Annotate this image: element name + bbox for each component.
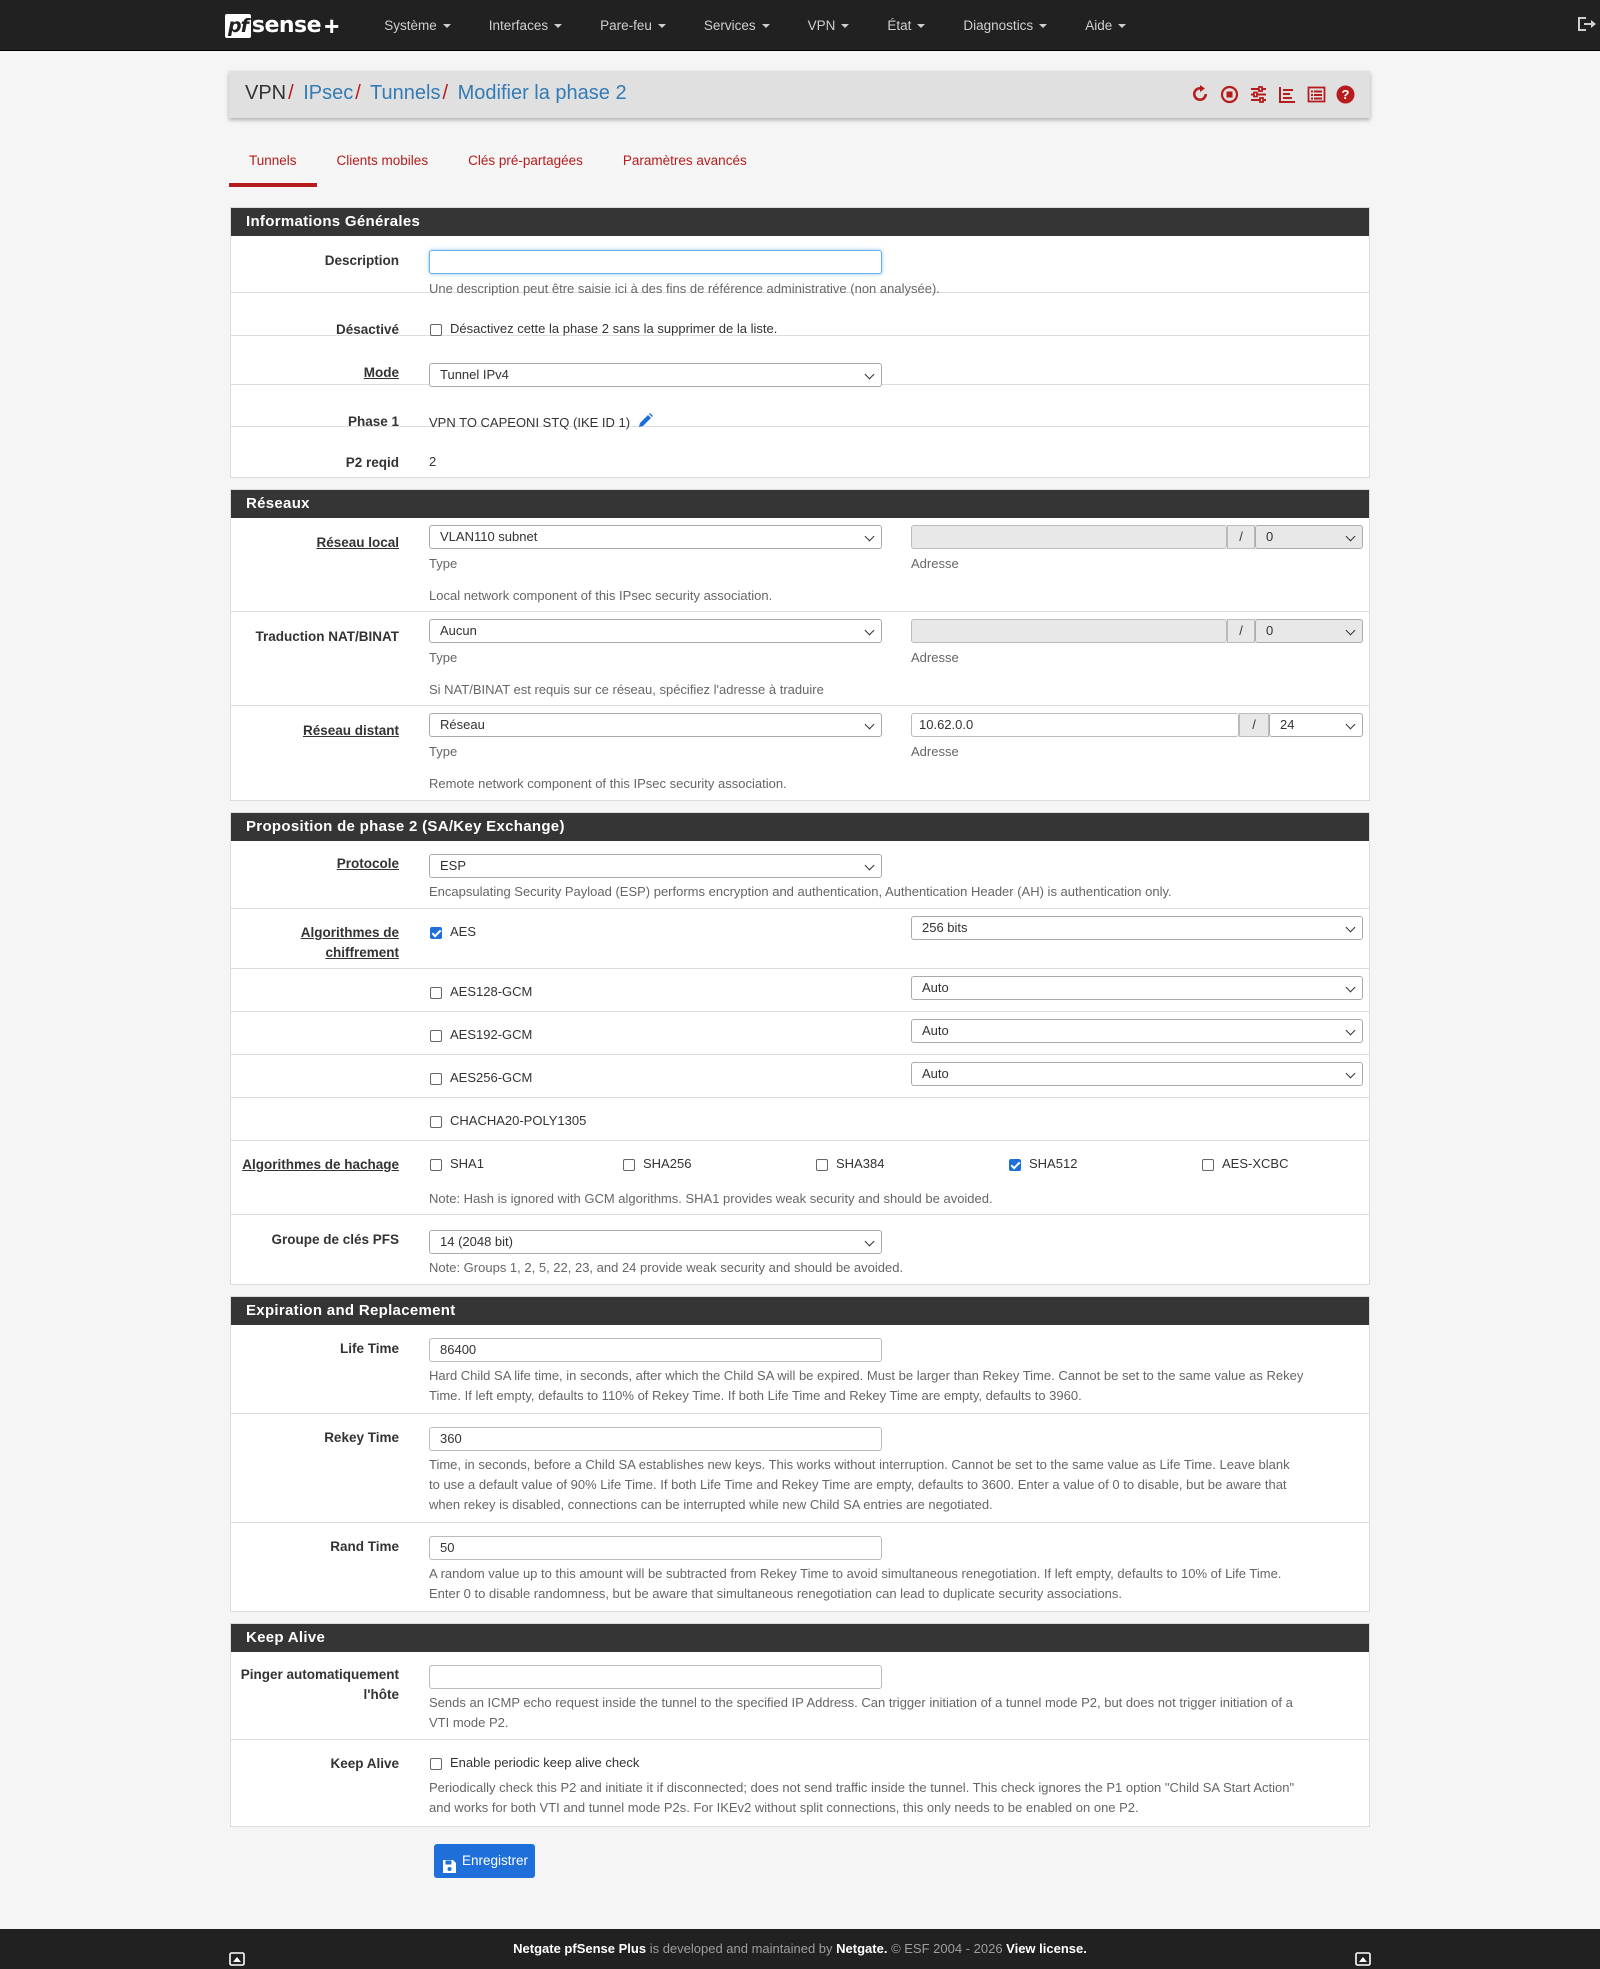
sha384-checkbox[interactable] [816, 1159, 828, 1171]
ping-host-help-2: VTI mode P2. [429, 1715, 509, 1730]
menu-systeme[interactable] [365, 0, 470, 51]
local-address-caption: Adresse [911, 556, 959, 571]
restart-service-icon[interactable] [1190, 84, 1211, 105]
footer-license-link[interactable]: View license. [1006, 1941, 1087, 1956]
life-time-label: Life Time [339, 1341, 399, 1356]
aes192gcm-checkbox[interactable] [430, 1030, 442, 1042]
stop-service-icon[interactable] [1219, 84, 1240, 105]
description-help: Une description peut être saisie ici à des fins de référence administrative (non analysée). [429, 281, 940, 296]
pencil-icon[interactable] [637, 412, 654, 435]
panel-general [230, 207, 1370, 478]
sha256-label: SHA256 [643, 1156, 692, 1171]
logo-sense: sense [251, 13, 322, 38]
reqid-value: 2 [429, 454, 437, 469]
aes192gcm-label: AES192-GCM [450, 1027, 533, 1042]
tab-tunnels[interactable]: Tunnels [229, 138, 317, 187]
life-time-help-2: Time. If left empty, defaults to 110% of Rekey Time. If both Life Time and Rekey Time are empty, defaults to 3960. [429, 1388, 1082, 1403]
breadcrumb-ipsec[interactable]: IPsec [303, 82, 354, 104]
reqid-label: P2 reqid [345, 455, 399, 470]
footer [0, 1929, 1600, 1969]
aes192gcm-keylen-select[interactable]: Auto [911, 1019, 1363, 1043]
chacha20-checkbox[interactable] [430, 1116, 442, 1128]
menu-label: État [887, 18, 912, 33]
caret-down-icon [1118, 24, 1126, 28]
remote-slash: / [1239, 713, 1269, 737]
row-phase1 [231, 385, 1369, 427]
aes-checkbox[interactable] [430, 927, 442, 939]
remote-address-caption: Adresse [911, 744, 959, 759]
mode-label: Mode [363, 365, 399, 380]
local-mask-select[interactable]: 0 [1255, 525, 1363, 549]
svg-text:?: ? [1341, 87, 1350, 102]
aes-xcbc-checkbox[interactable] [1202, 1159, 1214, 1171]
tab-parametres-avances[interactable]: Paramètres avancés [622, 153, 747, 168]
menu-label: Diagnostics [963, 18, 1034, 33]
pfs-label: Groupe de clés PFS [271, 1232, 399, 1247]
nat-slash: / [1227, 619, 1255, 643]
floppy-disk-icon [442, 1853, 457, 1868]
nat-mask-select[interactable]: 0 [1255, 619, 1363, 643]
phase1-value [429, 412, 654, 435]
menu-pare-feu[interactable] [581, 0, 685, 51]
breadcrumb-vpn: VPN [245, 82, 287, 104]
caret-down-icon [658, 24, 666, 28]
menu-vpn[interactable] [789, 0, 869, 51]
divider [231, 1214, 1369, 1215]
breadcrumb-separator: / [355, 82, 361, 104]
divider [231, 1011, 1369, 1012]
aes128gcm-checkbox[interactable] [430, 987, 442, 999]
sha256-checkbox[interactable] [623, 1159, 635, 1171]
aes256gcm-checkbox[interactable] [430, 1073, 442, 1085]
menu-etat[interactable] [868, 0, 944, 51]
nat-type-caption: Type [429, 650, 458, 665]
local-address-input[interactable] [911, 525, 1227, 549]
sha384-label: SHA384 [836, 1156, 885, 1171]
divider [231, 908, 1369, 909]
aes-keylen-select[interactable]: 256 bits [911, 916, 1363, 940]
keepalive-label: Keep Alive [330, 1756, 399, 1771]
disabled-label: Désactivé [335, 322, 399, 337]
breadcrumb-separator: / [442, 82, 449, 104]
remote-network-label: Réseau distant [302, 723, 399, 738]
caret-down-icon [1039, 24, 1047, 28]
menu-aide[interactable] [1066, 0, 1145, 51]
protocol-label: Protocole [336, 856, 399, 871]
rekey-time-help-1: Time, in seconds, before a Child SA establishes new keys. This works without interruption. Cannot be set to the same value as Life Time. Leave blank [429, 1457, 1290, 1472]
phase1-text: VPN TO CAPEONI STQ (IKE ID 1) [429, 414, 631, 430]
help-icon[interactable] [1335, 84, 1356, 105]
rekey-time-input[interactable]: 360 [429, 1427, 882, 1451]
rand-time-help-1: A random value up to this amount will be subtracted from Rekey Time to avoid simultaneous renegotiation. If left empty, defaults to 10% of Life Time. [429, 1566, 1282, 1581]
scroll-top-icon[interactable] [229, 1942, 245, 1956]
footer-copyright: © ESF 2004 - 2026 [887, 1941, 1007, 1956]
hash-label: Algorithmes de hachage [242, 1157, 399, 1172]
keepalive-checkbox[interactable] [430, 1758, 442, 1770]
divider [231, 1739, 1369, 1740]
breadcrumb [229, 71, 1370, 118]
menu-label: VPN [807, 18, 836, 33]
status-chart-icon[interactable] [1277, 84, 1298, 105]
save-label: Enregistrer [462, 1853, 529, 1868]
panel-title: Réseaux [231, 490, 1369, 518]
divider [231, 968, 1369, 969]
remote-address-input[interactable]: 10.62.0.0 [911, 713, 1239, 737]
nat-label: Traduction NAT/BINAT [255, 629, 399, 644]
description-label: Description [324, 253, 399, 268]
save-button[interactable] [434, 1844, 535, 1878]
logout-icon[interactable] [1575, 13, 1597, 35]
keepalive-help-2: and works for both VTI and tunnel mode P2s. For IKEv2 without split connections, this only needs to be enabled on one P2. [429, 1800, 1139, 1815]
rand-time-input[interactable]: 50 [429, 1536, 882, 1560]
rand-time-label: Rand Time [330, 1539, 399, 1554]
keepalive-help-1: Periodically check this P2 and initiate it if disconnected; does not send traffic inside the tunnel. This check ignores the P1 option "Child SA Start Action" [429, 1780, 1295, 1795]
remote-type-caption: Type [429, 744, 458, 759]
encryption-label-2: chiffrement [325, 945, 399, 960]
menu-label: Interfaces [488, 18, 549, 33]
disabled-text: Désactivez cette la phase 2 sans la supprimer de la liste. [450, 321, 778, 336]
aes256gcm-keylen-select[interactable]: Auto [911, 1062, 1363, 1086]
menu-services[interactable] [685, 0, 789, 51]
divider [231, 1097, 1369, 1098]
tab-bar [229, 138, 767, 187]
sha512-label: SHA512 [1029, 1156, 1078, 1171]
divider [231, 1413, 1369, 1414]
logs-icon[interactable] [1306, 84, 1327, 105]
aes128gcm-label: AES128-GCM [450, 984, 533, 999]
local-network-label: Réseau local [316, 535, 399, 550]
pfs-select[interactable]: 14 (2048 bit) [429, 1230, 882, 1254]
local-network-help: Local network component of this IPsec security association. [429, 588, 773, 603]
nat-help: Si NAT/BINAT est requis sur ce réseau, spécifiez l'adresse à traduire [429, 682, 824, 697]
rekey-time-help-3: when rekey is disabled, connections can be interrupted while new Child SA entries are negotiated. [429, 1497, 993, 1512]
panel-title: Expiration and Replacement [231, 1297, 1369, 1325]
life-time-help-1: Hard Child SA life time, in seconds, after which the Child SA will be expired. Must be larger than Rekey Time. Cannot be set to the same value as Rekey [429, 1368, 1304, 1383]
aes-xcbc-label: AES-XCBC [1222, 1156, 1289, 1171]
menu-label: Système [384, 18, 437, 33]
breadcrumb-current[interactable]: Modifier la phase 2 [457, 82, 627, 104]
aes-label: AES [450, 924, 477, 939]
footer-netgate-link[interactable]: Netgate. [836, 1941, 888, 1956]
local-type-select[interactable]: VLAN110 subnet [429, 525, 882, 549]
remote-network-help: Remote network component of this IPsec security association. [429, 776, 787, 791]
nat-address-input[interactable] [911, 619, 1227, 643]
footer-mid: is developed and maintained by [646, 1941, 837, 1956]
panel-title: Informations Générales [231, 208, 1369, 236]
menu-interfaces[interactable] [470, 0, 581, 51]
caret-down-icon [762, 24, 770, 28]
local-type-caption: Type [429, 556, 458, 571]
phase1-label: Phase 1 [347, 414, 399, 429]
scroll-top-icon[interactable] [1355, 1942, 1371, 1956]
sliders-icon[interactable] [1248, 84, 1269, 105]
ping-host-label-1: Pinger automatiquement [240, 1667, 399, 1682]
sha512-checkbox[interactable] [1009, 1159, 1021, 1171]
protocol-help: Encapsulating Security Payload (ESP) performs encryption and authentication, Authentication Header (AH) is authentication only. [429, 884, 1172, 899]
row-reqid [231, 427, 1369, 468]
ping-host-help-1: Sends an ICMP echo request inside the tunnel to the specified IP Address. Can trigger initiation of a tunnel mode P2, but does not trigger initiation of a [429, 1695, 1293, 1710]
caret-down-icon [443, 24, 451, 28]
top-navbar [0, 0, 1600, 51]
caret-down-icon [554, 24, 562, 28]
breadcrumb-tunnels[interactable]: Tunnels [370, 82, 441, 104]
chacha20-label: CHACHA20-POLY1305 [450, 1113, 587, 1128]
row-disabled [231, 293, 1369, 336]
menu-diagnostics[interactable] [944, 0, 1066, 51]
remote-type-select[interactable]: Réseau [429, 713, 882, 737]
keepalive-text: Enable periodic keep alive check [450, 1755, 640, 1770]
aes256gcm-label: AES256-GCM [450, 1070, 533, 1085]
footer-brand: Netgate pfSense Plus [513, 1941, 647, 1956]
nat-address-caption: Adresse [911, 650, 959, 665]
caret-down-icon [917, 24, 925, 28]
life-time-input[interactable]: 86400 [429, 1338, 882, 1362]
logo-plus: + [324, 10, 340, 41]
encryption-label-1: Algorithmes de [300, 925, 399, 940]
breadcrumb-separator: / [288, 82, 294, 104]
aes128gcm-keylen-select[interactable]: Auto [911, 976, 1363, 1000]
divider [231, 1054, 1369, 1055]
sha1-checkbox[interactable] [430, 1159, 442, 1171]
menu-label: Services [703, 18, 756, 33]
protocol-select[interactable]: ESP [429, 854, 882, 878]
logo-pf: pf [225, 14, 251, 38]
panel-title: Proposition de phase 2 (SA/Key Exchange) [231, 813, 1369, 841]
nat-type-select[interactable]: Aucun [429, 619, 882, 643]
remote-mask-select[interactable]: 24 [1269, 713, 1363, 737]
menu-label: Pare-feu [600, 18, 652, 33]
rand-time-help-2: Enter 0 to disable randomness, but be aware that simultaneous renegotiation can lead to duplicate security associations. [429, 1586, 1123, 1601]
rekey-time-label: Rekey Time [324, 1430, 399, 1445]
ping-host-label-2: l'hôte [363, 1687, 399, 1702]
rekey-time-help-2: to use a default value of 90% Life Time. If both Life Time and Rekey Time are empty, defaults to 3600. Enter a value of 0 to disable, but be aware that [429, 1477, 1287, 1492]
pfsense-logo[interactable] [225, 10, 340, 41]
caret-down-icon [841, 24, 849, 28]
divider [231, 1522, 1369, 1523]
tab-clients-mobiles[interactable]: Clients mobiles [336, 153, 429, 168]
tab-cles-pre-partagees[interactable]: Clés pré-partagées [468, 153, 583, 168]
local-slash: / [1227, 525, 1255, 549]
panel-title: Keep Alive [231, 1624, 1369, 1652]
sha1-label: SHA1 [450, 1156, 484, 1171]
description-input[interactable] [429, 250, 882, 274]
ping-host-input[interactable] [429, 1665, 882, 1689]
mode-select[interactable]: Tunnel IPv4 [429, 363, 882, 387]
disabled-checkbox[interactable] [430, 324, 442, 336]
hash-help: Note: Hash is ignored with GCM algorithms. SHA1 provides weak security and should be avoided. [429, 1191, 993, 1206]
menu-label: Aide [1085, 18, 1113, 33]
pfs-help: Note: Groups 1, 2, 5, 22, 23, and 24 provide weak security and should be avoided. [429, 1260, 904, 1275]
divider [231, 1140, 1369, 1141]
